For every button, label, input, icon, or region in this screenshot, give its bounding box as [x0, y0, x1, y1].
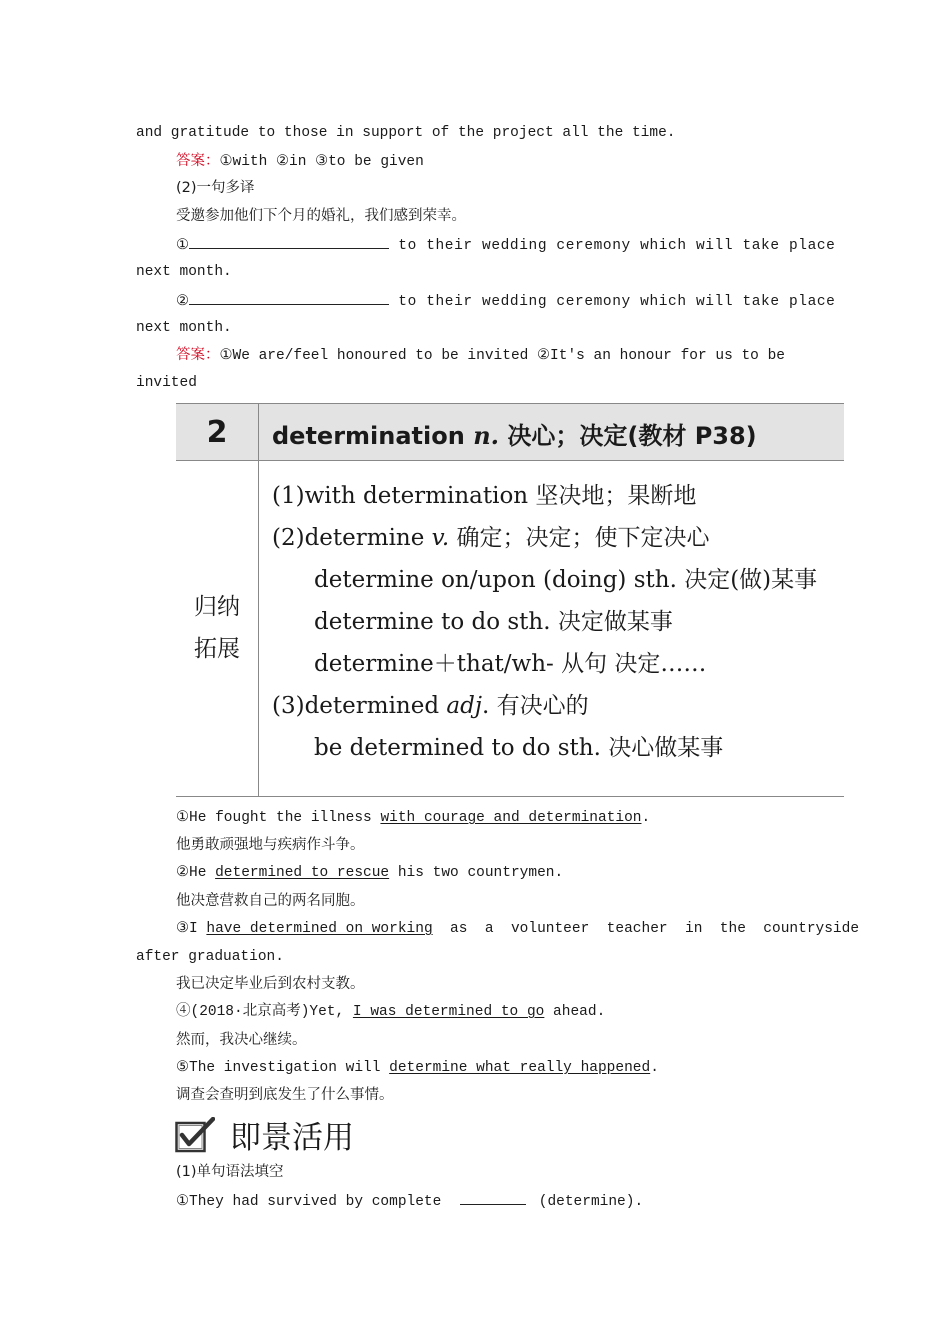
- expansion-line: [272, 523, 710, 553]
- subheading: (2)一句多译: [176, 180, 255, 196]
- example-translation: 我已决定毕业后到农村支教。: [176, 976, 365, 992]
- example-sentence: ④(2018·北京高考)Yet, I was determined to go ahead.: [176, 1004, 606, 1020]
- expansion-line: determine on/upon (doing) sth. 决定(做)某事: [314, 567, 818, 593]
- head-entry: [272, 416, 757, 451]
- exercise-heading: (1)单句语法填空: [176, 1164, 284, 1180]
- answer-label: 答案：: [176, 153, 220, 169]
- vocab-table: [176, 403, 844, 797]
- example-translation: 调查会查明到底发生了什么事情。: [176, 1087, 394, 1103]
- side-label-2: 拓展: [194, 636, 240, 662]
- answer-label: 答案：: [176, 347, 220, 363]
- question-text: to their wedding ceremony which will take place: [389, 238, 836, 254]
- head-pos: n.: [473, 421, 500, 450]
- side-label-1: 归纳: [194, 594, 240, 620]
- example-sentence: ③I have determined on working as a volunteer teacher in the countryside: [176, 921, 860, 937]
- expansion-pos: v.: [431, 525, 450, 551]
- item-number: 2: [176, 404, 259, 460]
- expansion-line: determine＋that/wh- 从句 决定……: [314, 651, 707, 677]
- head-word: determination: [272, 422, 465, 450]
- question-line: [176, 234, 835, 256]
- expansion-line: (1)with determination 坚决地；果断地: [272, 483, 697, 509]
- key-phrase: with courage and determination: [380, 810, 642, 826]
- answer-blank[interactable]: [460, 1190, 526, 1205]
- example-sentence: ⑤The investigation will determine what really happened.: [176, 1060, 659, 1076]
- expansion-word: (2)determine: [272, 525, 432, 551]
- key-phrase: determined to rescue: [215, 865, 390, 881]
- expansion-word: (3)determined: [272, 693, 447, 719]
- expansion-line: be determined to do sth. 决心做某事: [314, 735, 724, 761]
- example-translation: 他勇敢顽强地与疾病作斗争。: [176, 837, 365, 853]
- answer-text: ①with ②in ③to be given: [219, 154, 424, 170]
- answer-text: ①We are/feel honoured to be invited ②It's an honour for us to be: [219, 348, 785, 364]
- question-number: ②: [176, 294, 189, 310]
- question-continuation: next month.: [136, 320, 232, 336]
- question-number: ①: [176, 238, 189, 254]
- question-continuation: next month.: [136, 264, 232, 280]
- key-phrase: have determined on working: [206, 921, 433, 937]
- answer-line: [176, 345, 785, 366]
- table-header: [176, 403, 844, 461]
- example-translation: 然而，我决心继续。: [176, 1032, 307, 1048]
- expansion-line: determine to do sth. 决定做某事: [314, 609, 673, 635]
- key-phrase: determine what really happened: [389, 1060, 651, 1076]
- expansion-meaning: . 有决心的: [481, 693, 589, 719]
- question-line: [176, 290, 835, 312]
- expansion-pos: adj: [446, 693, 482, 719]
- expansion-line: [272, 691, 589, 721]
- example-sentence: ②He determined to rescue his two countrymen.: [176, 865, 564, 881]
- example-continuation: after graduation.: [136, 949, 284, 965]
- text-line: and gratitude to those in support of the project all the time.: [136, 125, 676, 141]
- answer-blank[interactable]: [189, 234, 389, 249]
- answer-blank[interactable]: [189, 290, 389, 305]
- section-title: 即景活用: [230, 1120, 354, 1156]
- exercise-question: ①They had survived by complete (determine).: [176, 1190, 643, 1212]
- side-label: [176, 459, 259, 797]
- prompt-text: 受邀参加他们下个月的婚礼，我们感到荣幸。: [176, 208, 466, 224]
- example-sentence: ①He fought the illness with courage and determination.: [176, 810, 651, 826]
- table-bottom-rule: [176, 796, 844, 797]
- head-meaning: 决心；决定(教材 P38): [507, 422, 757, 450]
- key-phrase: I was determined to go: [352, 1004, 545, 1020]
- expansion-meaning: 确定；决定；使下定决心: [449, 525, 710, 551]
- answer-continuation: invited: [136, 375, 197, 391]
- checkbox-icon: [175, 1117, 215, 1153]
- question-text: to their wedding ceremony which will take place: [389, 294, 836, 310]
- example-translation: 他决意营救自己的两名同胞。: [176, 893, 365, 909]
- answer-line: [176, 151, 424, 172]
